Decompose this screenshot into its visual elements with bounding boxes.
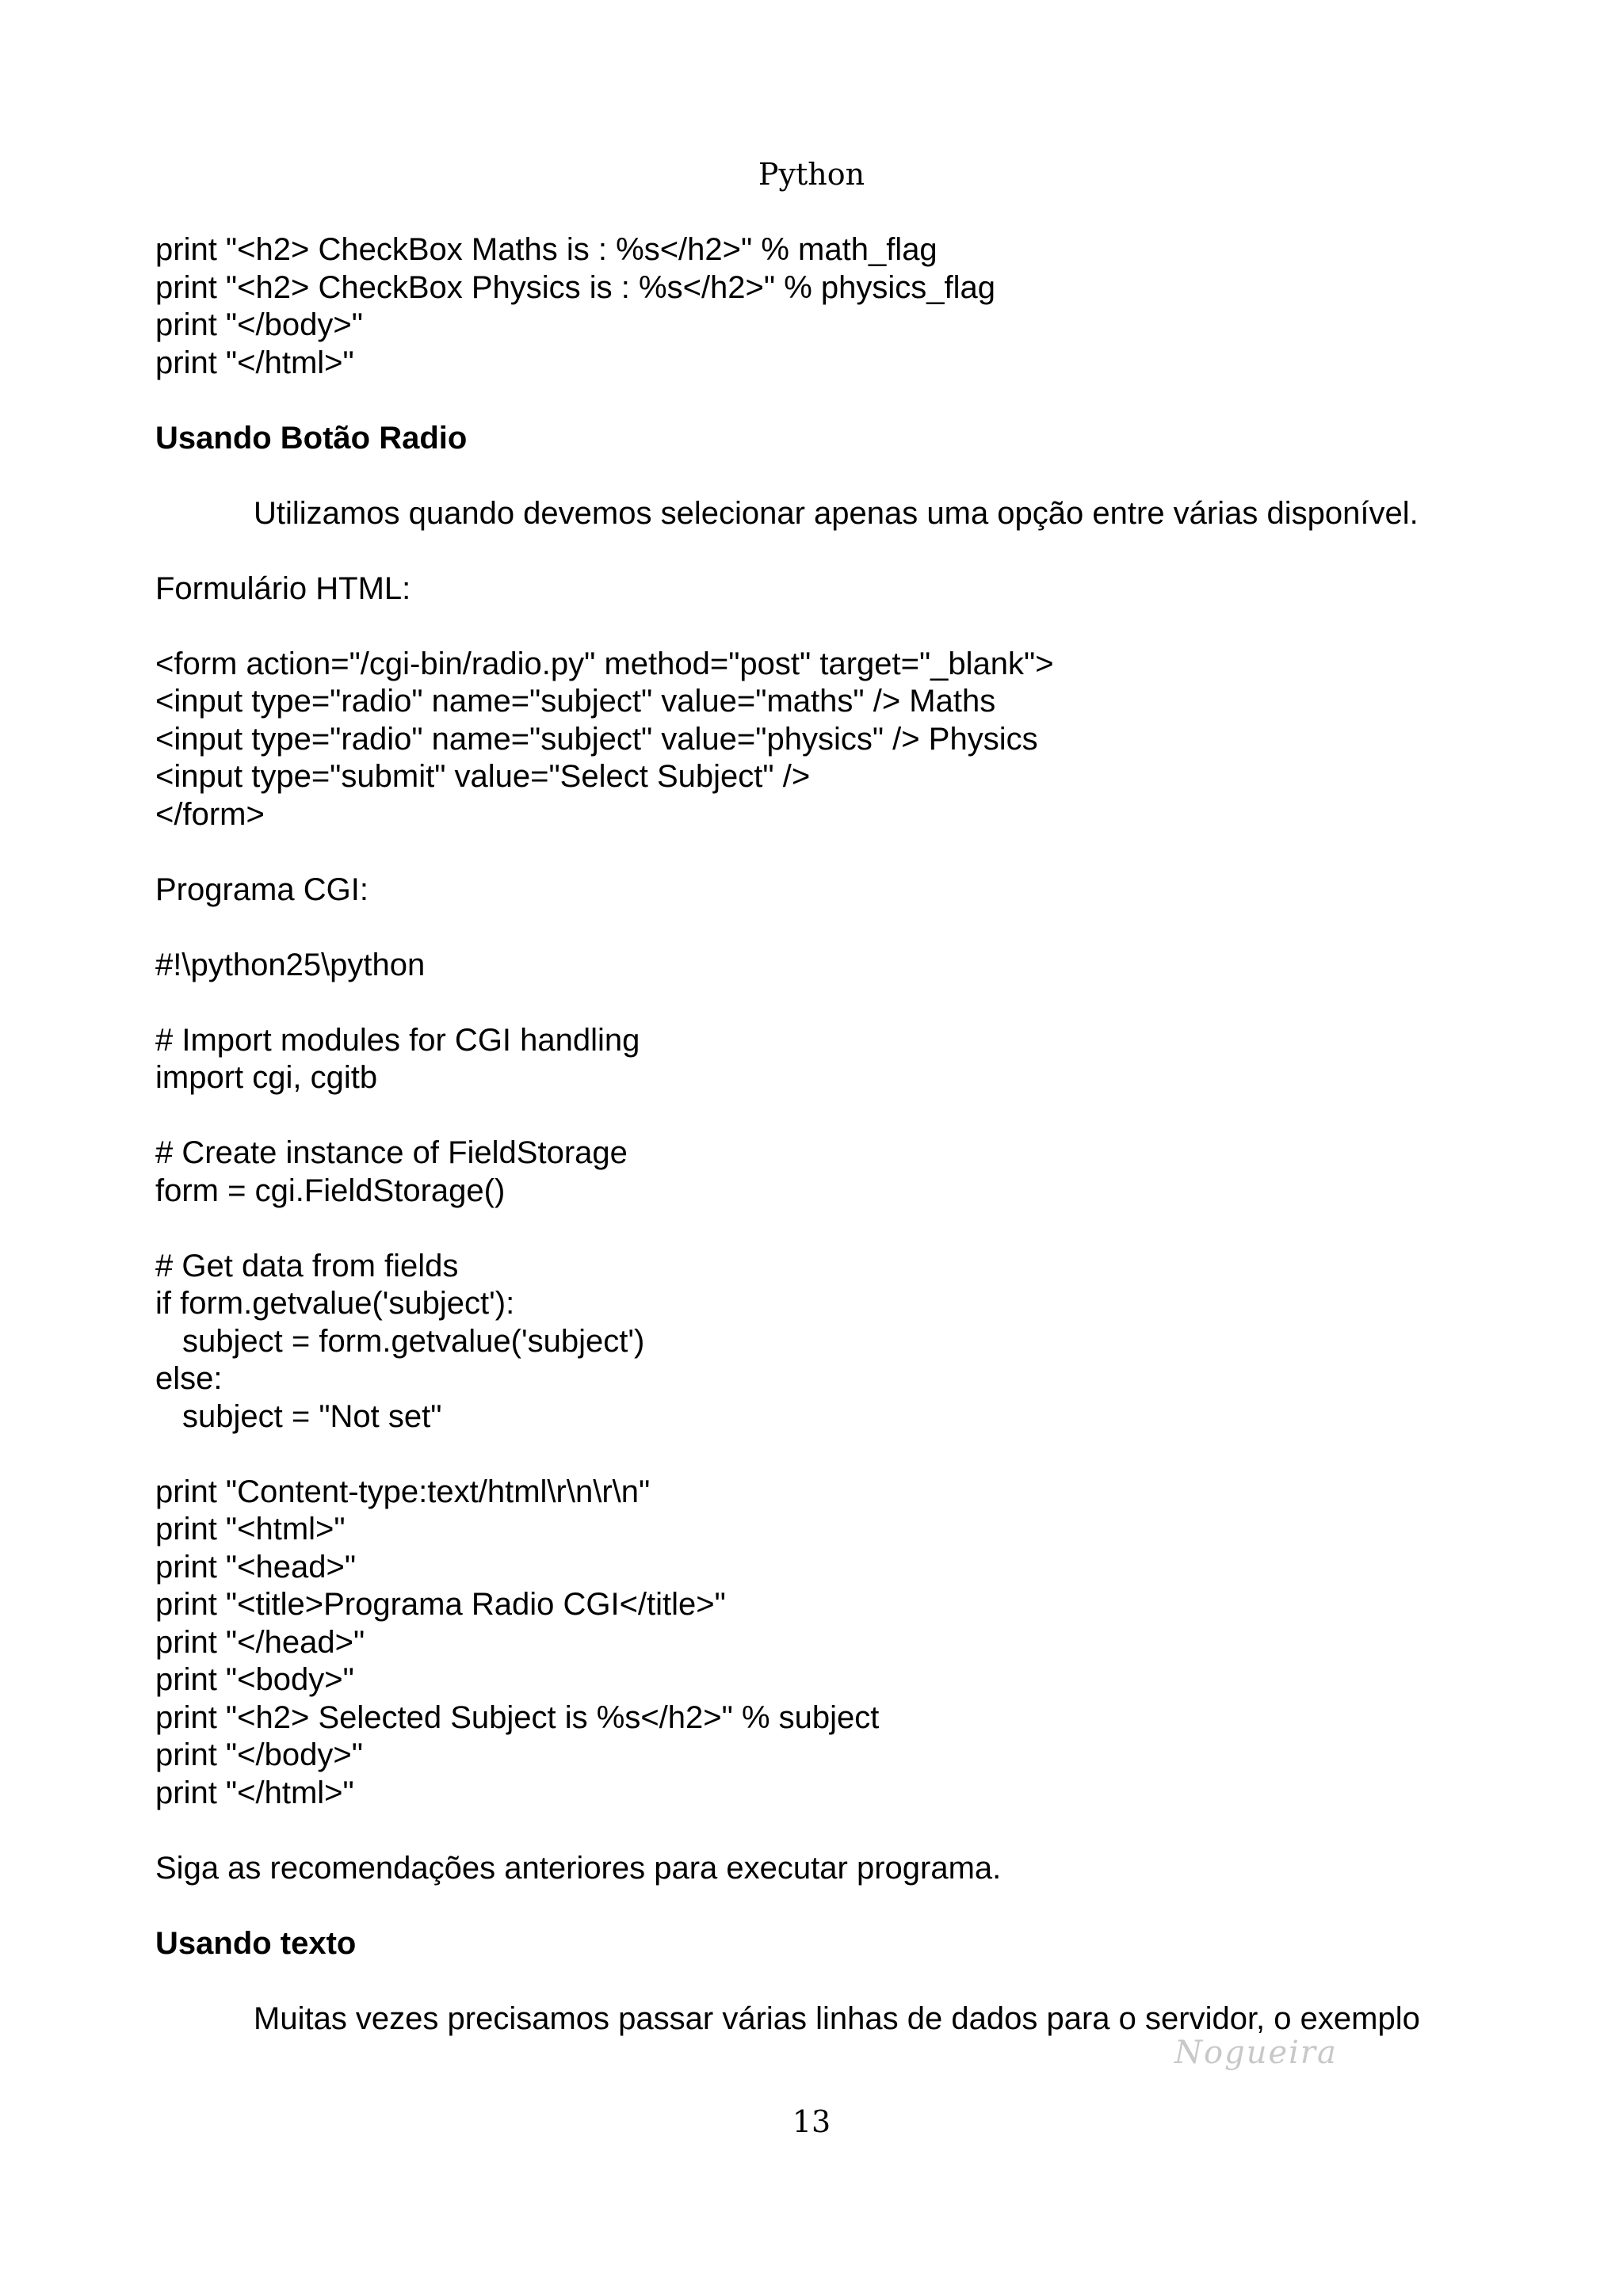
- paragraph-text-intro: Muitas vezes precisamos passar várias linhas de dados para o servidor, o exemplo: [254, 2000, 1420, 2036]
- code-comment: # Import modules for CGI handling: [155, 1022, 640, 1058]
- code-line: else:: [155, 1361, 223, 1396]
- code-line: print "<title>Programa Radio CGI</title>": [155, 1587, 726, 1622]
- code-line: print "<h2> Selected Subject is %s</h2>" % subject: [155, 1699, 880, 1735]
- section-heading-radio: Usando Botão Radio: [155, 420, 468, 456]
- code-line: print "<h2> CheckBox Maths is : %s</h2>" % math_flag: [155, 232, 938, 267]
- code-comment: # Get data from fields: [155, 1248, 459, 1283]
- code-line: <input type="radio" name="subject" value="maths" /> Maths: [155, 684, 996, 719]
- cgi-program-label: Programa CGI:: [155, 871, 369, 907]
- code-comment: # Create instance of FieldStorage: [155, 1135, 628, 1170]
- section-heading-text: Usando texto: [155, 1925, 357, 1961]
- code-block-html-form: [155, 646, 1503, 834]
- code-line: <input type="radio" name="subject" value="physics" /> Physics: [155, 721, 1038, 757]
- code-line: <form action="/cgi-bin/radio.py" method="post" target="_blank">: [155, 646, 1054, 681]
- code-line: import cgi, cgitb: [155, 1060, 378, 1095]
- code-line: print "</html>": [155, 345, 354, 380]
- code-line: print "<html>": [155, 1512, 346, 1547]
- page-number: 13: [792, 2104, 831, 2139]
- code-block-cgi-program: [155, 947, 1503, 1813]
- paragraph-follow-up: Siga as recomendações anteriores para executar programa.: [155, 1850, 1002, 1886]
- code-line: <input type="submit" value="Select Subject" />: [155, 759, 811, 794]
- page-content: [155, 231, 1503, 2038]
- code-line: subject = "Not set": [182, 1398, 442, 1434]
- code-line: </form>: [155, 796, 265, 832]
- code-line: print "</html>": [155, 1775, 354, 1810]
- code-line: subject = form.getvalue('subject'): [182, 1323, 645, 1359]
- code-line-shebang: #!\python25\python: [155, 947, 426, 982]
- code-line: print "<h2> CheckBox Physics is : %s</h2>" % physics_flag: [155, 269, 996, 305]
- code-line: if form.getvalue('subject'):: [155, 1286, 515, 1321]
- code-line: print "</body>": [155, 307, 363, 342]
- code-line: form = cgi.FieldStorage(): [155, 1173, 506, 1208]
- code-block-checkbox-print: [155, 231, 1503, 382]
- form-html-label: Formulário HTML:: [155, 570, 411, 606]
- paragraph-radio-intro: Utilizamos quando devemos selecionar apenas uma opção entre várias disponível.: [254, 495, 1419, 531]
- page-header: Python: [758, 157, 865, 192]
- code-line: print "Content-type:text/html\r\n\r\n": [155, 1474, 651, 1509]
- code-line: print "</body>": [155, 1737, 363, 1772]
- code-line: print "<body>": [155, 1662, 354, 1697]
- code-line: print "</head>": [155, 1624, 365, 1660]
- signature-watermark: Nogueira: [1174, 2035, 1338, 2071]
- code-line: print "<head>": [155, 1549, 357, 1585]
